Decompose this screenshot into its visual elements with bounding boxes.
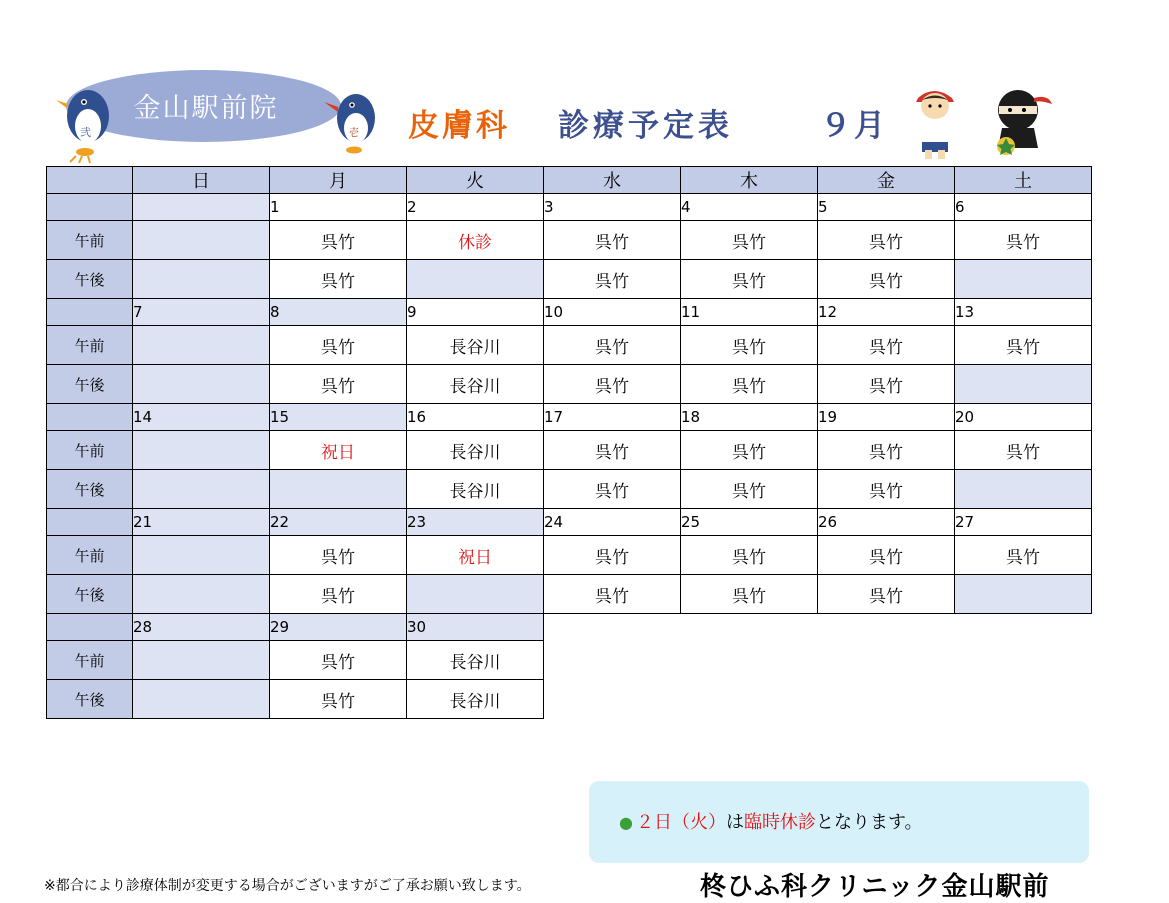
slot-w5-am-mon: 呉竹 — [270, 641, 407, 680]
rowlabel-w4-am: 午前 — [47, 536, 133, 575]
department-title: 皮膚科 — [408, 108, 510, 144]
daynum-w5-mon: 29 — [270, 614, 407, 641]
dow-tue: 火 — [407, 167, 544, 194]
slot-w2-am-sat: 呉竹 — [955, 326, 1092, 365]
clinic-footer-name: 柊ひふ科クリニック金山駅前 — [700, 872, 1050, 902]
notice-highlight: 臨時休診 — [743, 812, 816, 833]
slot-w3-am-tue: 長谷川 — [407, 431, 544, 470]
daynum-w5-sun: 28 — [133, 614, 270, 641]
penguin-mascot-left-icon — [52, 82, 122, 164]
week-2-pm-row — [47, 365, 1092, 404]
daynum-w4-sat: 27 — [955, 509, 1092, 536]
rowlabel-w3-am: 午前 — [47, 431, 133, 470]
dow-sun: 日 — [133, 167, 270, 194]
slot-w5-pm-tue: 長谷川 — [407, 680, 544, 719]
slot-w3-am-wed: 呉竹 — [544, 431, 681, 470]
rowlabel-w5-am: 午前 — [47, 641, 133, 680]
daynum-w2-thu: 11 — [681, 299, 818, 326]
bullet-icon: ● — [619, 813, 633, 832]
daynum-w5-sat — [955, 614, 1092, 641]
daynum-w4-fri: 26 — [818, 509, 955, 536]
slot-w1-am-wed: 呉竹 — [544, 221, 681, 260]
daynum-w4-thu: 25 — [681, 509, 818, 536]
slot-w2-pm-thu: 呉竹 — [681, 365, 818, 404]
svg-text:壱: 壱 — [349, 128, 359, 139]
slot-w2-am-wed: 呉竹 — [544, 326, 681, 365]
slot-w1-pm-wed: 呉竹 — [544, 260, 681, 299]
rowlabel-w4-pm: 午後 — [47, 575, 133, 614]
daynum-w1-sun — [133, 194, 270, 221]
dow-thu: 木 — [681, 167, 818, 194]
dow-wed: 水 — [544, 167, 681, 194]
slot-w3-pm-wed: 呉竹 — [544, 470, 681, 509]
slot-w2-pm-fri: 呉竹 — [818, 365, 955, 404]
week-3-daynum-row — [47, 404, 1092, 431]
daynum-w4-tue: 23 — [407, 509, 544, 536]
slot-w1-am-fri: 呉竹 — [818, 221, 955, 260]
clinic-name-label: 金山駅前院 — [133, 93, 279, 124]
slot-w2-pm-sun — [133, 365, 270, 404]
slot-w4-pm-mon: 呉竹 — [270, 575, 407, 614]
rowlabel-w3-pm: 午後 — [47, 470, 133, 509]
daynum-w2-fri: 12 — [818, 299, 955, 326]
daynum-w5-thu — [681, 614, 818, 641]
daynum-w1-wed: 3 — [544, 194, 681, 221]
week-1-pm-row — [47, 260, 1092, 299]
slot-w3-am-mon: 祝日 — [270, 431, 407, 470]
week-5-pm-row — [47, 680, 1092, 719]
week-3-corner — [47, 404, 133, 431]
slot-w3-am-sat: 呉竹 — [955, 431, 1092, 470]
boy-mascot-icon — [904, 80, 968, 160]
week-2-daynum-row — [47, 299, 1092, 326]
week-3-am-row — [47, 431, 1092, 470]
slot-w1-pm-sat — [955, 260, 1092, 299]
week-5-am-row — [47, 641, 1092, 680]
rowlabel-w5-pm: 午後 — [47, 680, 133, 719]
week-4-corner — [47, 509, 133, 536]
dow-mon: 月 — [270, 167, 407, 194]
daynum-w4-sun: 21 — [133, 509, 270, 536]
week-2-am-row — [47, 326, 1092, 365]
daynum-w2-mon: 8 — [270, 299, 407, 326]
week-2-corner — [47, 299, 133, 326]
notice-box — [589, 781, 1089, 863]
slot-w4-pm-sat — [955, 575, 1092, 614]
slot-w1-pm-mon: 呉竹 — [270, 260, 407, 299]
slot-w3-am-fri: 呉竹 — [818, 431, 955, 470]
slot-w2-am-sun — [133, 326, 270, 365]
slot-w1-am-sun — [133, 221, 270, 260]
week-1-am-row — [47, 221, 1092, 260]
daynum-w3-mon: 15 — [270, 404, 407, 431]
slot-w2-pm-mon: 呉竹 — [270, 365, 407, 404]
slot-w4-am-sun — [133, 536, 270, 575]
month-label: ９月 — [820, 108, 888, 144]
slot-w2-pm-sat — [955, 365, 1092, 404]
daynum-w2-sat: 13 — [955, 299, 1092, 326]
slot-w4-am-wed: 呉竹 — [544, 536, 681, 575]
slot-w1-am-tue: 休診 — [407, 221, 544, 260]
slot-w4-am-sat: 呉竹 — [955, 536, 1092, 575]
daynum-w3-sat: 20 — [955, 404, 1092, 431]
daynum-w5-fri — [818, 614, 955, 641]
slot-w5-pm-mon: 呉竹 — [270, 680, 407, 719]
slot-w1-pm-tue — [407, 260, 544, 299]
slot-w4-pm-tue — [407, 575, 544, 614]
week-3-pm-row — [47, 470, 1092, 509]
notice-area-cell — [544, 641, 1092, 680]
daynum-w1-thu: 4 — [681, 194, 818, 221]
slot-w4-pm-wed: 呉竹 — [544, 575, 681, 614]
notice-date: ２日（火） — [635, 812, 726, 833]
rowlabel-w2-am: 午前 — [47, 326, 133, 365]
daynum-w1-mon: 1 — [270, 194, 407, 221]
slot-w2-pm-wed: 呉竹 — [544, 365, 681, 404]
slot-w4-pm-thu: 呉竹 — [681, 575, 818, 614]
slot-w3-pm-sun — [133, 470, 270, 509]
daynum-w5-wed — [544, 614, 681, 641]
slot-w1-pm-sun — [133, 260, 270, 299]
slot-w3-am-thu: 呉竹 — [681, 431, 818, 470]
rowlabel-w2-pm: 午後 — [47, 365, 133, 404]
slot-w5-am-tue: 長谷川 — [407, 641, 544, 680]
slot-w5-am-sun — [133, 641, 270, 680]
slot-w2-am-thu: 呉竹 — [681, 326, 818, 365]
ninja-mascot-icon — [982, 80, 1054, 162]
daynum-w3-fri: 19 — [818, 404, 955, 431]
daynum-w4-mon: 22 — [270, 509, 407, 536]
week-5-corner — [47, 614, 133, 641]
slot-w2-am-mon: 呉竹 — [270, 326, 407, 365]
slot-w2-am-tue: 長谷川 — [407, 326, 544, 365]
slot-w4-am-mon: 呉竹 — [270, 536, 407, 575]
slot-w2-am-fri: 呉竹 — [818, 326, 955, 365]
slot-w3-am-sun — [133, 431, 270, 470]
slot-w1-am-mon: 呉竹 — [270, 221, 407, 260]
daynum-w2-sun: 7 — [133, 299, 270, 326]
week-4-daynum-row — [47, 509, 1092, 536]
schedule-table — [46, 166, 1092, 719]
slot-w4-am-fri: 呉竹 — [818, 536, 955, 575]
notice-mid: は — [725, 812, 744, 833]
daynum-w3-sun: 14 — [133, 404, 270, 431]
week-5-daynum-row — [47, 614, 1092, 641]
daynum-w2-wed: 10 — [544, 299, 681, 326]
notice-area-cell-2 — [544, 680, 1092, 719]
slot-w3-pm-thu: 呉竹 — [681, 470, 818, 509]
slot-w4-pm-sun — [133, 575, 270, 614]
slot-w3-pm-sat — [955, 470, 1092, 509]
corner-cell — [47, 167, 133, 194]
footnote-text: ※都合により診療体制が変更する場合がございますがご了承お願い致します。 — [44, 878, 531, 894]
week-4-pm-row — [47, 575, 1092, 614]
slot-w1-pm-thu: 呉竹 — [681, 260, 818, 299]
dow-sat: 土 — [955, 167, 1092, 194]
slot-w3-pm-tue: 長谷川 — [407, 470, 544, 509]
slot-w4-pm-fri: 呉竹 — [818, 575, 955, 614]
slot-w1-am-thu: 呉竹 — [681, 221, 818, 260]
week-1-daynum-row — [47, 194, 1092, 221]
dow-fri: 金 — [818, 167, 955, 194]
slot-w1-pm-fri: 呉竹 — [818, 260, 955, 299]
slot-w5-pm-sun — [133, 680, 270, 719]
slot-w3-pm-mon — [270, 470, 407, 509]
daynum-w1-fri: 5 — [818, 194, 955, 221]
notice-after: となります。 — [815, 812, 923, 833]
daynum-w1-sat: 6 — [955, 194, 1092, 221]
daynum-w5-tue: 30 — [407, 614, 544, 641]
rowlabel-w1-pm: 午後 — [47, 260, 133, 299]
rowlabel-w1-am: 午前 — [47, 221, 133, 260]
table-header-row — [47, 167, 1092, 194]
schedule-title: 診療予定表 — [558, 108, 733, 144]
slot-w2-pm-tue: 長谷川 — [407, 365, 544, 404]
daynum-w4-wed: 24 — [544, 509, 681, 536]
slot-w4-am-tue: 祝日 — [407, 536, 544, 575]
svg-text:弐: 弐 — [80, 126, 91, 139]
daynum-w3-wed: 17 — [544, 404, 681, 431]
week-4-am-row — [47, 536, 1092, 575]
penguin-mascot-middle-icon — [316, 88, 386, 160]
page-header — [0, 0, 1169, 166]
daynum-w3-thu: 18 — [681, 404, 818, 431]
daynum-w1-tue: 2 — [407, 194, 544, 221]
slot-w4-am-thu: 呉竹 — [681, 536, 818, 575]
week-1-corner — [47, 194, 133, 221]
daynum-w3-tue: 16 — [407, 404, 544, 431]
notice-text — [619, 808, 923, 834]
daynum-w2-tue: 9 — [407, 299, 544, 326]
slot-w1-am-sat: 呉竹 — [955, 221, 1092, 260]
slot-w3-pm-fri: 呉竹 — [818, 470, 955, 509]
